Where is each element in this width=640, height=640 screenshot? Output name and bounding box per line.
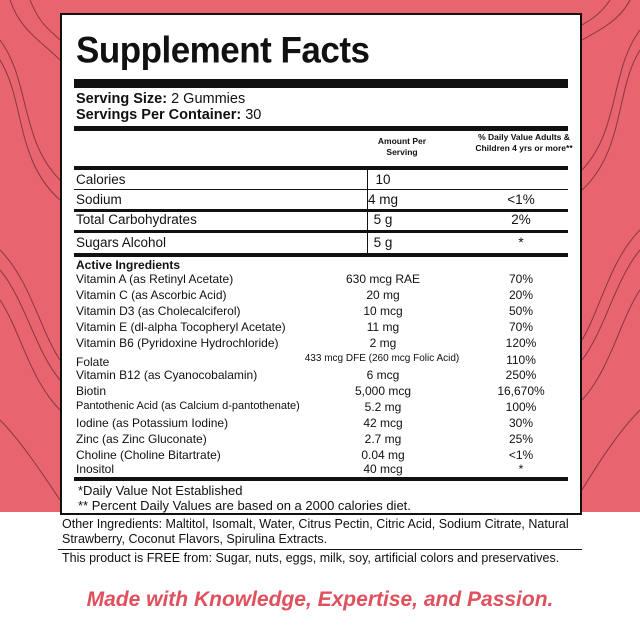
thick-divider [74, 230, 568, 233]
thick-divider [74, 79, 568, 88]
amount-per-serving-header: Amount Per Serving [377, 136, 427, 157]
section-divider [58, 549, 582, 550]
thick-divider [74, 166, 568, 170]
brand-tagline: Made with Knowledge, Expertise, and Passion. [86, 588, 554, 611]
servings-per-container: Servings Per Container: 30 [76, 107, 262, 123]
thick-divider [74, 477, 568, 481]
serving-size: Serving Size: 2 Gummies [76, 91, 246, 107]
footnote-daily-value: *Daily Value Not Established [78, 483, 243, 498]
active-ingredients-header: Active Ingredients [76, 258, 181, 272]
daily-value-header: % Daily Value Adults & Children 4 yrs or more** [475, 132, 573, 153]
thick-divider [74, 126, 568, 131]
panel-title: Supplement Facts [76, 30, 370, 71]
supplement-facts-panel: Supplement Facts Serving Size: 2 Gummies Servings Per Container: 30 Amount Per Serving % Daily Value Adults & Children 4 yrs or more** Calories 10 Sodium 4 mg <1% Total Carbohydrates 5 g 2% Sugars Alcohol 5 g * Active Ingredients Vitamin A (as Retinyl Acetate) 630 mcg RAE 70% Vitamin C (as Ascorbic Acid) 20 mg 20% Vitamin D3 (as Cholecalciferol) 10 mcg 50% Vitamin E (dl-alpha Tocopheryl Acetate) 11 mg 70% Vitamin B6 (Pyridoxine Hydrochloride) 2 mg 120% Folate 433 mcg DFE (260 mcg Folic Acid) 110% Vitamin B12 (as Cyanocobalamin) 6 mcg 250% Biotin 5,000 mcg 16,670% Pantothenic Acid (as Calcium d-pantothenate) 5.2 mg 100% Iodine (as Potassium Iodine) 42 mcg 30% Zinc (as Zinc Gluconate) 2.7 mg 25% Choline (Choline Bitartrate) 0.04 mg <1% Inositol 40 mcg * *Daily Value Not Established ** Percent Daily Values are based on a 2000 calories diet. [60, 13, 582, 515]
footnote-percent-daily: ** Percent Daily Values are based on a 2000 calories diet. [78, 498, 411, 513]
other-ingredients: Other Ingredients: Maltitol, Isomalt, Water, Citrus Pectin, Citric Acid, Sodium Citrate, Natural Strawberry, Coconut Flavors, Spirulina Extracts. [62, 517, 569, 546]
thick-divider [74, 253, 568, 257]
free-from-statement: This product is FREE from: Sugar, nuts, eggs, milk, soy, artificial colors and preservatives. [62, 551, 560, 565]
row-divider [74, 189, 568, 190]
